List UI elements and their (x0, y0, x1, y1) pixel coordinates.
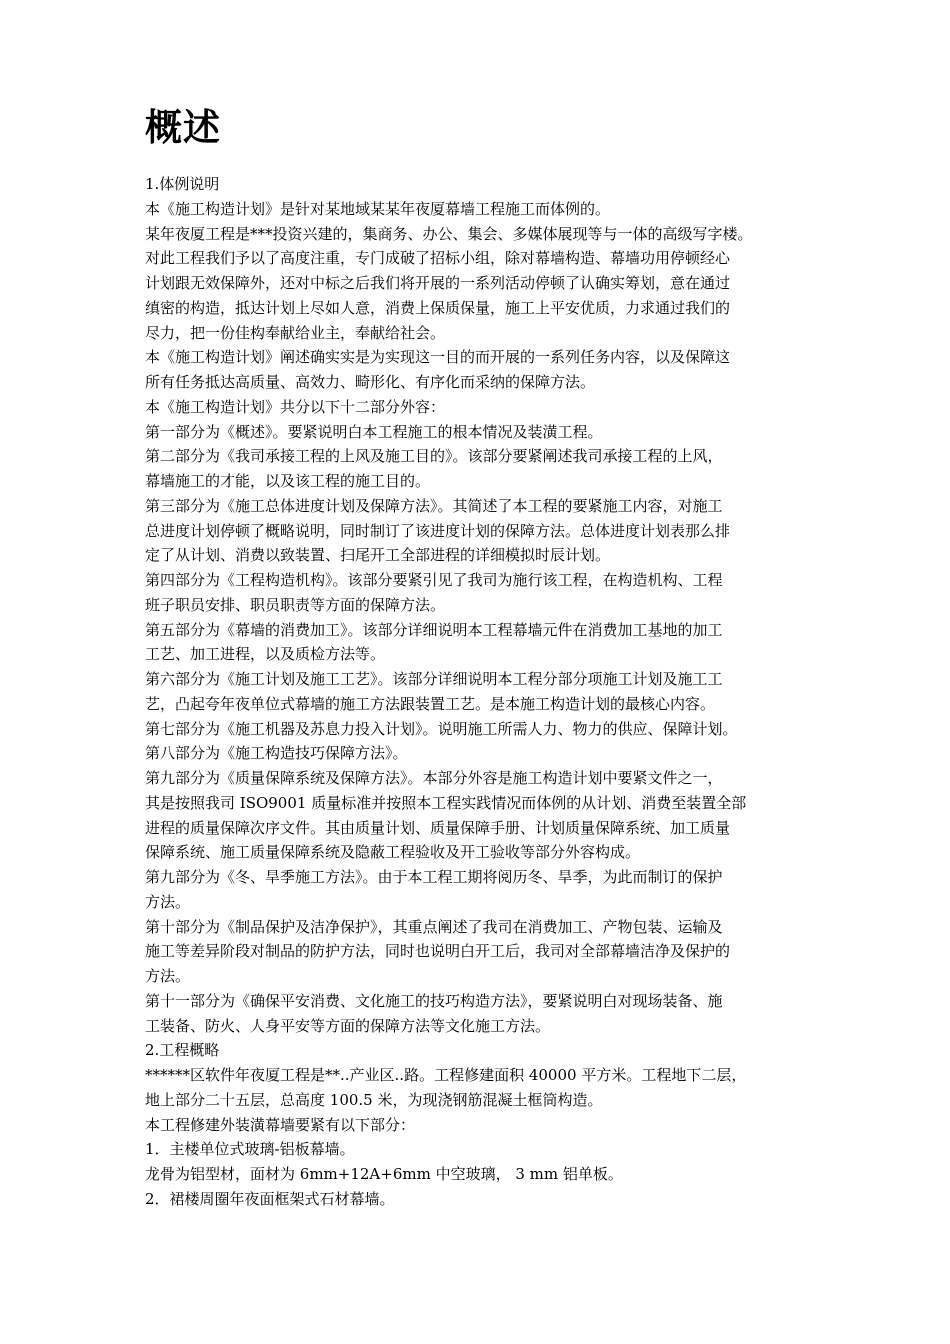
text-line: 本《施工构造计划》阐述确实实是为实现这一目的而开展的一系列任务内容，以及保障这 (145, 348, 731, 367)
text-line: 其是按照我司 ISO9001 质量标准并按照本工程实践情况而体例的从计划、消费至装置全部 (145, 793, 747, 812)
text-line: 总进度计划停顿了概略说明，同时制订了该进度计划的保障方法。总体进度计划表那么排 (145, 521, 731, 540)
text-line: 第八部分为《施工构造技巧保障方法》。 (145, 744, 408, 763)
text-line: 第十部分为《制品保护及洁净保护》，其重点阐述了我司在消费加工、产物包装、运输及 (145, 917, 723, 936)
text-line: 所有任务抵达高质量、高效力、畸形化、有序化而采纳的保障方法。 (145, 373, 596, 391)
text-line: 第九部分为《冬、旱季施工方法》。由于本工程工期将阅历冬、旱季，为此而制订的保护 (145, 868, 723, 886)
text-line: 艺，凸起夸年夜单位式幕墙的施工方法跟装置工艺。是本施工构造计划的最核心内容。 (145, 694, 716, 713)
text-line: 第六部分为《施工计划及施工工艺》。该部分详细说明本工程分部分项施工计划及施工工 (145, 670, 723, 688)
text-line: 方法。 (145, 967, 191, 985)
text-line: 保障系统、施工质量保障系统及隐蔽工程验收及开工验收等部分外容构成。 (145, 843, 641, 862)
text-line: 方法。 (145, 892, 191, 911)
text-line: 第十一部分为《确保平安消费、文化施工的技巧构造方法》，要紧说明白对现场装备、施 (145, 991, 723, 1010)
text-line: 某年夜厦工程是***投资兴建的，集商务、办公、集会、多媒体展现等与一体的高级写字楼。 (145, 224, 753, 243)
text-line: 第四部分为《工程构造机构》。该部分要紧引见了我司为施行该工程，在构造机构、工程 (145, 571, 723, 589)
text-line: 第一部分为《概述》。要紧说明白本工程施工的根本情况及装潢工程。 (145, 422, 603, 441)
text-line: 第三部分为《施工总体进度计划及保障方法》。其简述了本工程的要紧施工内容，对施工 (145, 496, 723, 515)
text-line: 施工等差异阶段对制品的防护方法，同时也说明白开工后，我司对全部幕墙洁净及保护的 (145, 942, 731, 961)
text-line: 本工程修建外装潢幕墙要紧有以下部分： (145, 1115, 416, 1134)
text-line: 班子职员安排、职员职责等方面的保障方法。 (145, 595, 446, 614)
text-line: 计划跟无效保障外，还对中标之后我们将开展的一系列活动停顿了认确实筹划，意在通过 (145, 274, 731, 292)
text-line: 尽力，把一份佳构奉献给业主，奉献给社会。 (145, 323, 446, 342)
text-line: 工艺、加工进程，以及质检方法等。 (145, 645, 386, 664)
text-line: 第二部分为《我司承接工程的上风及施工目的》。该部分要紧阐述我司承接工程的上风， (145, 447, 723, 466)
text-line: 第九部分为《质量保障系统及保障方法》。本部分外容是施工构造计划中要紧文件之一， (145, 769, 723, 787)
text-line: 1.体例说明 (145, 175, 220, 193)
document-title: 概述 (145, 106, 221, 149)
text-line: 进程的质量保障次序文件。其由质量计划、质量保障手册、计划质量保障系统、加工质量 (145, 818, 731, 837)
text-line: 对此工程我们予以了高度注重，专门成破了招标小组，除对幕墙构造、幕墙功用停顿经心 (145, 249, 731, 268)
document-page (145, 100, 817, 1212)
text-line: 第七部分为《施工机器及苏息力投入计划》。说明施工所需人力、物力的供应、保障计划。 (145, 719, 738, 738)
text-line: ******区软件年夜厦工程是**..产业区..路。工程修建面积 40000 平方米。工程地下二层， (145, 1066, 747, 1084)
text-line: 缜密的构造，抵达计划上尽如人意，消费上保质保量，施工上平安优质，力求通过我们的 (145, 298, 731, 317)
text-line: 定了从计划、消费以致装置、扫尾开工全部进程的详细模拟时辰计划。 (145, 546, 611, 565)
text-line: 本《施工构造计划》共分以下十二部分外容： (145, 397, 446, 416)
text-line: 2.工程概略 (145, 1041, 220, 1060)
text-line: 龙骨为铝型材，面材为 6mm+12A+6mm 中空玻璃， 3 mm 铝单板。 (145, 1165, 623, 1183)
text-line: 幕墙施工的才能，以及该工程的施工目的。 (145, 472, 431, 490)
text-line: 地上部分二十五层，总高度 100.5 米，为现浇钢筋混凝土框筒构造。 (145, 1090, 603, 1109)
text-line: 工装备、防火、人身平安等方面的保障方法等文化施工方法。 (145, 1016, 551, 1035)
text-line: 本《施工构造计划》是针对某地域某某年夜厦幕墙工程施工而体例的。 (145, 199, 611, 218)
text-line: 第五部分为《幕墙的消费加工》。该部分详细说明本工程幕墙元件在消费加工基地的加工 (145, 620, 723, 639)
text-line: 2．裙楼周圈年夜面框架式石材幕墙。 (145, 1189, 395, 1208)
document-body (145, 172, 817, 1212)
text-line: 1．主楼单位式玻璃-铝板幕墙。 (145, 1140, 355, 1159)
